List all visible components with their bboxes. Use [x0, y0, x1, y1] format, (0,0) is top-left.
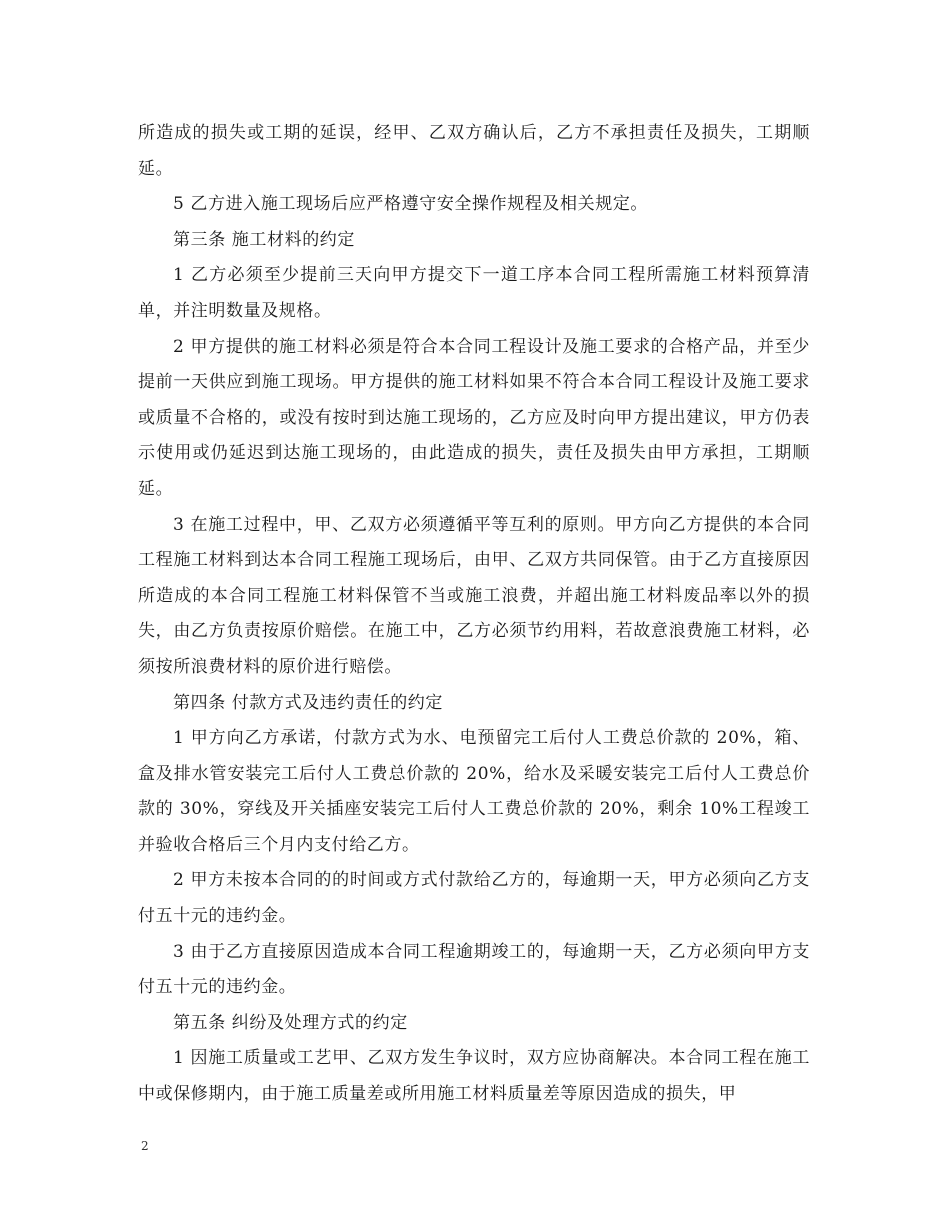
paragraph-clause-3-2: 2 甲方提供的施工材料必须是符合本合同工程设计及施工要求的合格产品，并至少提前一天供应到施工现场。甲方提供的施工材料如果不符合本合同工程设计及施工要求或质量不合格的，或没有按时到达施工现场的，乙方应及时向甲方提出建议，甲方仍表示使用或仍延迟到达施工现场的，由此造成的损失，责任及损失由甲方承担，工期顺延。: [138, 336, 810, 499]
section-heading-article-3: 第三条 施工材料的约定: [173, 229, 356, 250]
page-number: 2: [141, 1139, 149, 1153]
paragraph-clause-4-2: 2 甲方未按本合同的的时间或方式付款给乙方的，每逾期一天，甲方必须向乙方支付五十元的违约金。: [138, 870, 810, 927]
paragraph-continuation: 所造成的损失或工期的延误，经甲、乙双方确认后，乙方不承担责任及损失，工期顺延。: [138, 123, 810, 179]
section-heading-article-5: 第五条 纠纷及处理方式的约定: [173, 1012, 408, 1033]
paragraph-clause-3-3: 3 在施工过程中，甲、乙双方必须遵循平等互利的原则。甲方向乙方提供的本合同工程施工材料到达本合同工程施工现场后，由甲、乙双方共同保管。由于乙方直接原因所造成的本合同工程施工材料保管不当或施工浪费，并超出施工材料废品率以外的损失，由乙方负责按原价赔偿。在施工中，乙方必须节约用料，若故意浪费施工材料，必须按所浪费材料的原价进行赔偿。: [138, 514, 810, 677]
paragraph-clause-4-3: 3 由于乙方直接原因造成本合同工程逾期竣工的，每逾期一天，乙方必须向甲方支付五十元的违约金。: [138, 941, 810, 998]
paragraph-clause-2-5: 5 乙方进入施工现场后应严格遵守安全操作规程及相关规定。: [173, 194, 649, 215]
paragraph-clause-5-1: 1 因施工质量或工艺甲、乙双方发生争议时，双方应协商解决。本合同工程在施工中或保修期内，由于施工质量差或所用施工材料质量差等原因造成的损失，甲: [138, 1048, 810, 1105]
section-heading-article-4: 第四条 付款方式及违约责任的约定: [173, 692, 444, 713]
paragraph-clause-4-1: 1 甲方向乙方承诺，付款方式为水、电预留完工后付人工费总价款的 20%，箱、盒及排水管安装完工后付人工费总价款的 20%，给水及采暖安装完工后付人工费总价款的 30%，穿线及开关插座安装完工后付人工费总价款的 20%，剩余 10%工程竣工并验收合格后三个月内支付给乙方。: [138, 728, 810, 855]
body-text: [138, 116, 810, 1113]
paragraph-clause-3-1: 1 乙方必须至少提前三天向甲方提交下一道工序本合同工程所需施工材料预算清单，并注明数量及规格。: [138, 265, 810, 321]
